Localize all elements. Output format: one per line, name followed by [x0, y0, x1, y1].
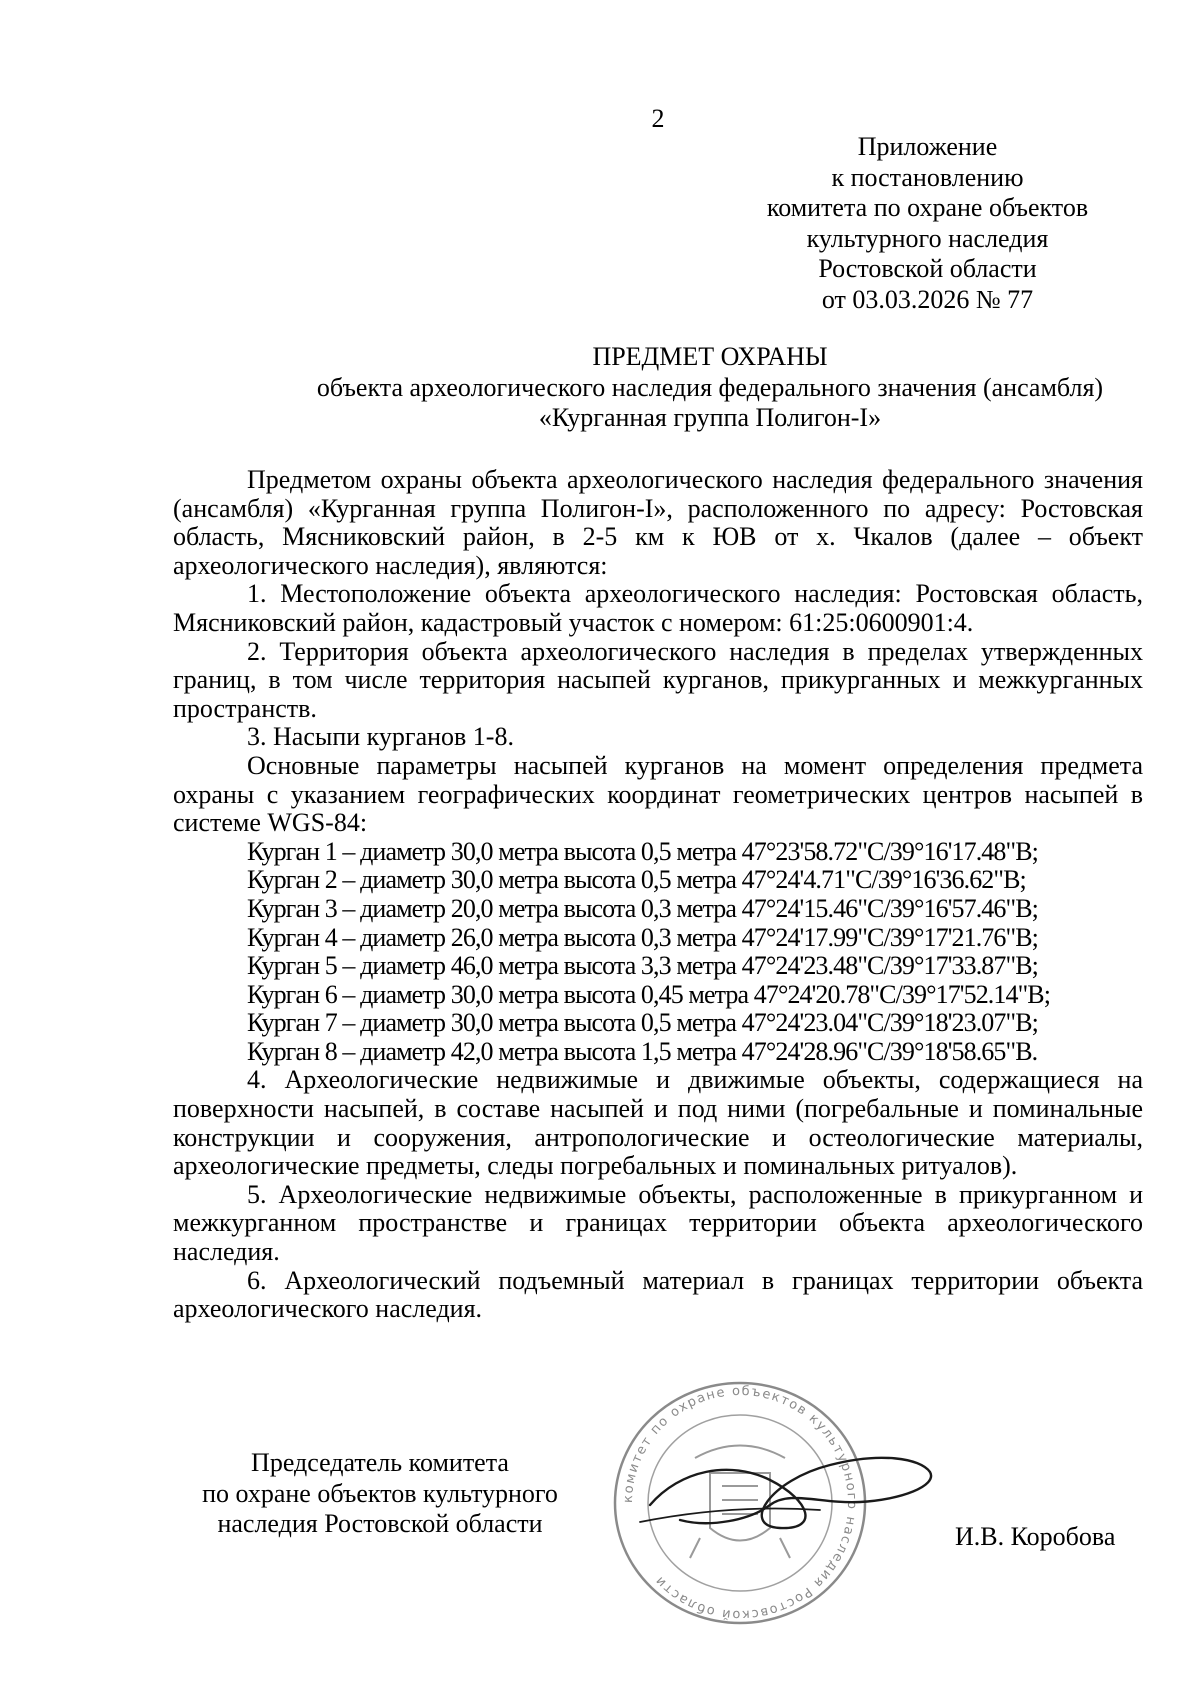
- heading-title: ПРЕДМЕТ ОХРАНЫ: [592, 342, 828, 371]
- heading-subtitle: объекта археологического наследия федерального значения (ансамбля): [316, 372, 1104, 402]
- document-body: [173, 466, 1143, 1324]
- appendix-date-line: от 03.03.2026 № 77: [821, 284, 1034, 314]
- appendix-line: Приложение: [857, 132, 998, 161]
- signer-name: И.В. Коробова: [955, 1522, 1116, 1551]
- item-1-location: 1. Местоположение объекта археологического наследия: Ростовская область, Мясниковский район, кадастровый участок с номером: 61:25:0600901:4.: [173, 579, 1143, 637]
- mound-line: Курган 2 – диаметр 30,0 метра высота 0,5 метра 47°24'4.71"С/39°16'36.62"В;: [247, 865, 1026, 895]
- item-5-objects: 5. Археологические недвижимые объекты, расположенные в прикурганном и межкурганном пространстве и границах территории объекта археологического наследия.: [173, 1179, 1143, 1267]
- item-3-mounds: 3. Насыпи курганов 1-8.: [247, 722, 514, 752]
- appendix-line: Ростовской области: [818, 254, 1037, 284]
- item-6-material: 6. Археологический подъемный материал в границах территории объекта археологического наследия.: [173, 1265, 1143, 1324]
- mound-line: Курган 4 – диаметр 26,0 метра высота 0,3 метра 47°24'17.99"С/39°17'21.76"В;: [247, 922, 1038, 952]
- item-4-objects: 4. Археологические недвижимые и движимые объекты, содержащиеся на поверхности насыпей, в составе насыпей и под ними (погребальные и поминальные конструкции и сооружения, антропологические и остеологические материалы, археологические предметы, следы погребальных и поминальных ритуалов).: [173, 1065, 1143, 1181]
- mound-line: Курган 3 – диаметр 20,0 метра высота 0,3 метра 47°24'15.46"С/39°16'57.46"В;: [247, 893, 1038, 923]
- signer-title-line: наследия Ростовской области: [217, 1509, 543, 1539]
- intro-paragraph: Предметом охраны объекта археологического наследия федерального значения (ансамбля) «Курганная группа Полигон-I», расположенного по адресу: Ростовская область, Мясниковский район, в 2-5 км к ЮВ от х. Чкалов (далее – объект археологического наследия), являются:: [173, 465, 1143, 580]
- signer-title-line: Председатель комитета: [251, 1448, 509, 1477]
- mound-line: Курган 8 – диаметр 42,0 метра высота 1,5 метра 47°24'28.96"С/39°18'58.65"В.: [247, 1036, 1038, 1066]
- mound-line: Курган 5 – диаметр 46,0 метра высота 3,3 метра 47°24'23.48"С/39°17'33.87"В;: [247, 951, 1038, 981]
- signer-title-line: по охране объектов культурного: [202, 1478, 558, 1508]
- appendix-block: [760, 132, 1095, 316]
- item-2-territory: 2. Территория объекта археологического наследия в пределах утвержденных границ, в том числе территория насыпей курганов, прикурганных и межкурганных пространств.: [173, 636, 1143, 723]
- mound-line: Курган 1 – диаметр 30,0 метра высота 0,5 метра 47°23'58.72"С/39°16'17.48"В;: [247, 836, 1038, 866]
- document-heading: [170, 342, 1200, 434]
- signer-title: [170, 1448, 590, 1540]
- seal-text: комитет по охране объектов культурного наследия Ростовской области: [620, 1383, 860, 1623]
- appendix-line: к постановлению: [831, 162, 1024, 192]
- mound-line: Курган 7 – диаметр 30,0 метра высота 0,5 метра 47°24'23.04"С/39°18'23.07"В;: [247, 1008, 1038, 1038]
- appendix-line: комитета по охране объектов: [766, 193, 1089, 223]
- mound-line: Курган 6 – диаметр 30,0 метра высота 0,45 метра 47°24'20.78"С/39°17'52.14"В;: [247, 979, 1051, 1009]
- handwritten-signature: [620, 1410, 960, 1550]
- params-paragraph: Основные параметры насыпей курганов на момент определения предмета охраны с указанием географических координат геометрических центров насыпей в системе WGS-84:: [173, 750, 1143, 838]
- appendix-line: культурного наследия: [806, 223, 1049, 253]
- page-number: 2: [651, 104, 665, 133]
- heading-object-name: «Курганная группа Полигон-I»: [538, 403, 882, 433]
